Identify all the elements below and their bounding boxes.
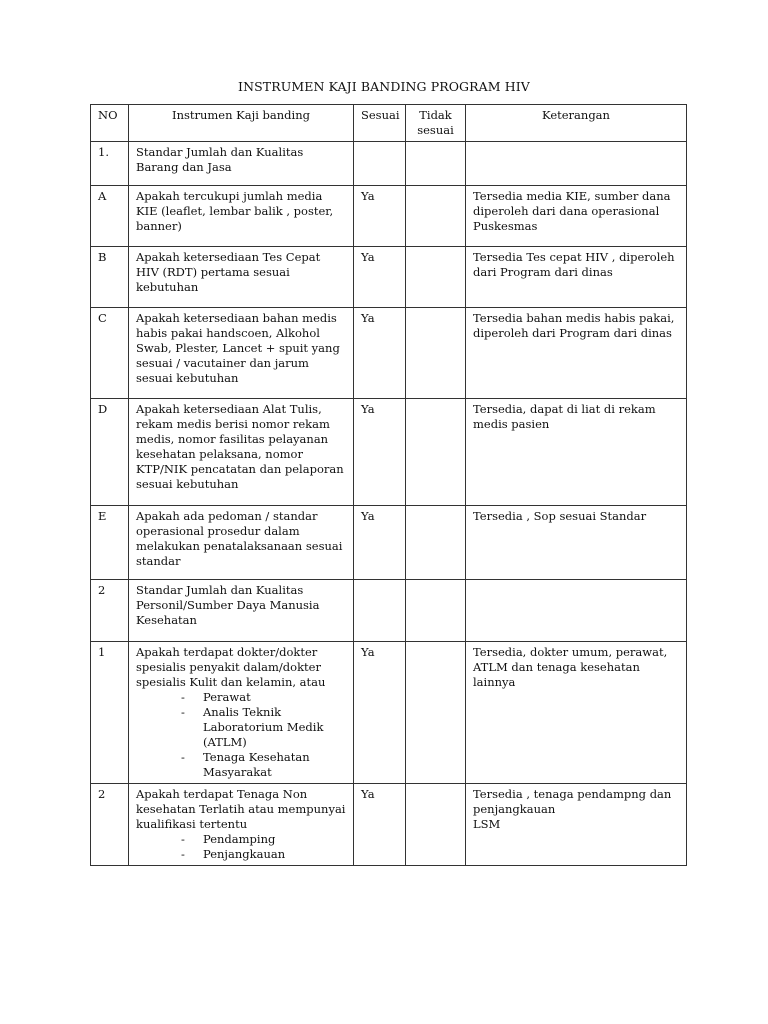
cell-sesuai [354, 186, 406, 247]
cell-instrumen [129, 642, 354, 784]
cell-sesuai-text: Ya [361, 787, 375, 801]
table-row [91, 642, 687, 784]
cell-no-text: D [98, 402, 108, 416]
cell-sesuai-text: Ya [361, 402, 375, 416]
cell-tidak-sesuai [406, 142, 466, 186]
cell-instrumen-text: Apakah ketersediaan Tes Cepat HIV (RDT) pertama sesuai kebutuhan [136, 250, 321, 294]
cell-instrumen [129, 399, 354, 506]
table-row [91, 399, 687, 506]
cell-instrumen [129, 142, 354, 186]
cell-instrumen-text: Standar Jumlah dan Kualitas Barang dan Jasa [136, 145, 304, 174]
header-keterangan: Keterangan [466, 105, 687, 142]
cell-no-text: 2 [98, 787, 106, 801]
cell-sesuai-text: Ya [361, 645, 375, 659]
cell-instrumen [129, 247, 354, 308]
table-row [91, 784, 687, 866]
cell-no-text: 1 [98, 645, 106, 659]
cell-keterangan-text: Tersedia bahan medis habis pakai, diperoleh dari Program dari dinas [473, 311, 675, 340]
cell-no-text: 1. [98, 145, 109, 159]
table-row [91, 308, 687, 399]
cell-instrumen [129, 308, 354, 399]
cell-no [91, 399, 129, 506]
cell-no-text: 2 [98, 583, 106, 597]
cell-sesuai [354, 247, 406, 308]
cell-keterangan-text: Tersedia media KIE, sumber dana diperoleh dari dana operasional Puskesmas [473, 189, 671, 233]
cell-sesuai [354, 642, 406, 784]
cell-tidak-sesuai [406, 506, 466, 580]
table-row [91, 506, 687, 580]
cell-no [91, 247, 129, 308]
cell-no-text: B [98, 250, 107, 264]
cell-instrumen-text: Apakah ketersediaan Alat Tulis, rekam medis berisi nomor rekam medis, nomor fasilitas pelayanan kesehatan pelaksana, nomor KTP/NIK pencatatan dan pelaporan sesuai kebutuhan [136, 402, 344, 491]
cell-sesuai [354, 142, 406, 186]
cell-no [91, 642, 129, 784]
cell-keterangan [466, 142, 687, 186]
sub-list-item: - Tenaga Kesehatan Masyarakat [181, 750, 346, 780]
cell-keterangan-text: Tersedia , tenaga pendampng dan penjangkauan LSM [473, 787, 672, 831]
cell-keterangan [466, 186, 687, 247]
cell-keterangan-text: Tersedia, dokter umum, perawat, ATLM dan tenaga kesehatan lainnya [473, 645, 668, 689]
cell-keterangan [466, 580, 687, 642]
cell-no [91, 784, 129, 866]
cell-no-text: A [98, 189, 107, 203]
cell-keterangan [466, 506, 687, 580]
cell-sesuai [354, 308, 406, 399]
sub-list-item: - Analis Teknik Laboratorium Medik (ATLM) [181, 705, 346, 750]
cell-tidak-sesuai [406, 580, 466, 642]
cell-keterangan [466, 399, 687, 506]
cell-tidak-sesuai [406, 247, 466, 308]
cell-keterangan [466, 642, 687, 784]
table-row [91, 142, 687, 186]
cell-tidak-sesuai [406, 784, 466, 866]
cell-sesuai [354, 399, 406, 506]
cell-tidak-sesuai [406, 186, 466, 247]
cell-instrumen-text: Apakah terdapat Tenaga Non kesehatan Terlatih atau mempunyai kualifikasi tertentu [136, 787, 346, 831]
cell-instrumen-text: Apakah terdapat dokter/dokter spesialis penyakit dalam/dokter spesialis Kulit dan kelamin, atau [136, 645, 326, 689]
cell-sesuai [354, 506, 406, 580]
cell-no [91, 506, 129, 580]
cell-sesuai [354, 784, 406, 866]
sub-list-item: - Pendamping [181, 832, 346, 847]
header-no: NO [91, 105, 129, 142]
cell-keterangan [466, 247, 687, 308]
sub-list-item: - Penjangkauan [181, 847, 346, 862]
sub-item-list [136, 690, 346, 780]
table-row [91, 580, 687, 642]
cell-tidak-sesuai [406, 308, 466, 399]
cell-no [91, 142, 129, 186]
cell-instrumen [129, 784, 354, 866]
cell-tidak-sesuai [406, 642, 466, 784]
cell-no-text: C [98, 311, 107, 325]
table-row [91, 186, 687, 247]
cell-no [91, 308, 129, 399]
table-row [91, 247, 687, 308]
cell-instrumen-text: Apakah ada pedoman / standar operasional prosedur dalam melakukan penatalaksanaan sesuai standar [136, 509, 343, 568]
cell-sesuai-text: Ya [361, 250, 375, 264]
cell-instrumen-text: Apakah ketersediaan bahan medis habis pakai handscoen, Alkohol Swab, Plester, Lancet + spuit yang sesuai / vacutainer dan jarum sesuai kebutuhan [136, 311, 340, 385]
cell-keterangan-text: Tersedia , Sop sesuai Standar [473, 509, 647, 523]
sub-list-item: - Perawat [181, 690, 346, 705]
cell-no [91, 186, 129, 247]
cell-keterangan [466, 784, 687, 866]
sub-item-list [136, 832, 346, 862]
cell-keterangan [466, 308, 687, 399]
table-header-row [91, 105, 687, 142]
cell-sesuai [354, 580, 406, 642]
cell-sesuai-text: Ya [361, 509, 375, 523]
cell-instrumen [129, 580, 354, 642]
cell-keterangan-text: Tersedia Tes cepat HIV , diperoleh dari Program dari dinas [473, 250, 675, 279]
cell-instrumen [129, 186, 354, 247]
cell-no [91, 580, 129, 642]
comparison-table [90, 104, 687, 866]
cell-no-text: E [98, 509, 107, 523]
header-tidak-sesuai: Tidak sesuai [406, 105, 466, 142]
document-title: INSTRUMEN KAJI BANDING PROGRAM HIV [238, 79, 530, 94]
cell-instrumen-text: Standar Jumlah dan Kualitas Personil/Sumber Daya Manusia Kesehatan [136, 583, 320, 627]
header-sesuai: Sesuai [354, 105, 406, 142]
cell-sesuai-text: Ya [361, 311, 375, 325]
cell-sesuai-text: Ya [361, 189, 375, 203]
cell-keterangan-text: Tersedia, dapat di liat di rekam medis pasien [473, 402, 656, 431]
cell-instrumen-text: Apakah tercukupi jumlah media KIE (leaflet, lembar balik , poster, banner) [136, 189, 334, 233]
header-instrumen: Instrumen Kaji banding [129, 105, 354, 142]
cell-tidak-sesuai [406, 399, 466, 506]
cell-instrumen [129, 506, 354, 580]
